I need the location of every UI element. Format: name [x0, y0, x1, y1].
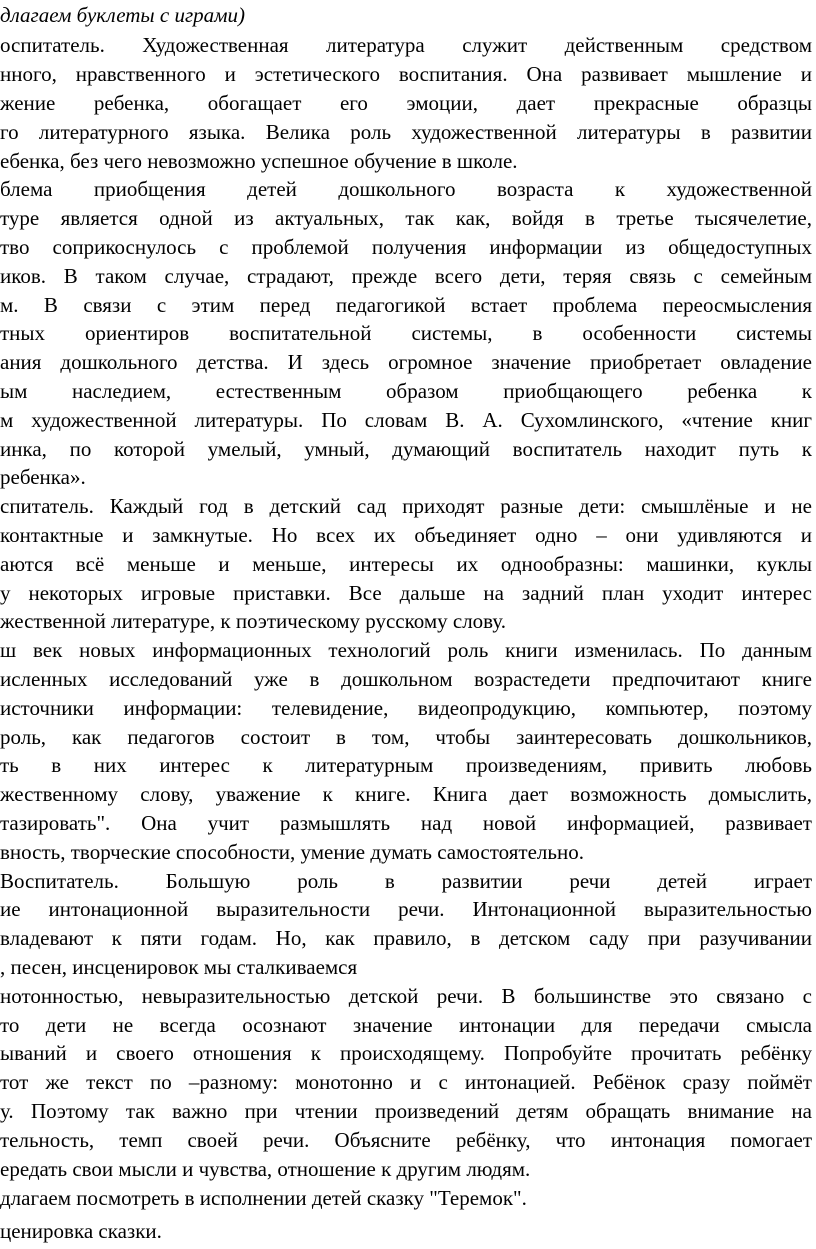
text-line: жественной литературе, к поэтическому русскому слову. — [0, 609, 507, 633]
text-line: исленных исследований уже в дошкольном возрастедети предпочитают книге — [0, 667, 812, 691]
text-line: длагаем посмотреть в исполнении детей сказку "Теремок". — [0, 1186, 527, 1210]
text-line: вность, творческие способности, умение думать самостоятельно. — [0, 840, 584, 864]
text-line: инка, по которой умелый, умный, думающий воспитатель находит путь к — [0, 437, 812, 461]
text-line: ываний и своего отношения к происходящему. Попробуйте прочитать ребёнку — [0, 1041, 812, 1065]
text-line: м художественной литературы. По словам В. А. Сухомлинского, «чтение книг — [0, 408, 812, 432]
text-line: Воспитатель. Большую роль в развитии речи детей играет — [0, 869, 812, 893]
text-line: ым наследием, естественным образом приобщающего ребенка к — [0, 379, 812, 403]
text-line: ередать свои мысли и чувства, отношение к другим людям. — [0, 1157, 531, 1181]
text-line: тазировать". Она учит размышлять над новой информацией, развивает — [0, 811, 812, 835]
text-line: ания дошкольного детства. И здесь огромное значение приобретает овладение — [0, 350, 812, 374]
text-line: го литературного языка. Велика роль художественной литературы в развитии — [0, 120, 812, 144]
text-line: спитатель. Каждый год в детский сад приходят разные дети: смышлёные и не — [0, 494, 812, 518]
text-line: ш век новых информационных технологий роль книги изменилась. По данным — [0, 638, 812, 662]
text-line: контактные и замкнутые. Но всех их объединяет одно – они удивляются и — [0, 523, 812, 547]
text-line: туре является одной из актуальных, так как, войдя в третье тысячелетие, — [0, 206, 812, 230]
text-line: иков. В таком случае, страдают, прежде всего дети, теряя связь с семейным — [0, 264, 812, 288]
text-line: источники информации: телевидение, видеопродукцию, компьютер, поэтому — [0, 696, 812, 720]
text-line: жественному слову, уважение к книге. Книга дает возможность домыслить, — [0, 782, 812, 806]
text-line-italic-note: длагаем буклеты с играми) — [0, 3, 246, 27]
text-line: тво соприкоснулось с проблемой получения информации из общедоступных — [0, 235, 812, 259]
text-line: ть в них интерес к литературным произведениям, привить любовь — [0, 753, 812, 777]
text-line: аются всё меньше и меньше, интересы их однообразны: машинки, куклы — [0, 552, 812, 576]
text-line: тельность, темп своей речи. Объясните ребёнку, что интонация помогает — [0, 1128, 812, 1152]
text-line: м. В связи с этим перед педагогикой встает проблема переосмысления — [0, 293, 812, 317]
text-line: нотонностью, невыразительностью детской речи. В большинстве это связано с — [0, 984, 812, 1008]
text-line: владевают к пяти годам. Но, как правило, в детском саду при разучивании — [0, 926, 812, 950]
text-line: у некоторых игровые приставки. Все дальше на задний план уходит интерес — [0, 581, 812, 605]
text-line: , песен, инсценировок мы сталкиваемся — [0, 955, 358, 979]
text-line: жение ребенка, обогащает его эмоции, дает прекрасные образцы — [0, 91, 812, 115]
text-line: ребенка». — [0, 465, 86, 489]
text-line: ие интонационной выразительности речи. Интонационной выразительностью — [0, 897, 812, 921]
text-line: у. Поэтому так важно при чтении произведений детям обращать внимание на — [0, 1099, 812, 1123]
text-line: роль, как педагогов состоит в том, чтобы заинтересовать дошкольников, — [0, 725, 812, 749]
text-line: тот же текст по –разному: монотонно и с интонацией. Ребёнок сразу поймёт — [0, 1070, 812, 1094]
text-line: нного, нравственного и эстетического воспитания. Она развивает мышление и — [0, 62, 812, 86]
text-line: то дети не всегда осознают значение интонации для передачи смысла — [0, 1013, 812, 1037]
text-line: ценировка сказки. — [0, 1219, 162, 1243]
text-line: блема приобщения детей дошкольного возраста к художественной — [0, 177, 812, 201]
text-line: ебенка, без чего невозможно успешное обучение в школе. — [0, 149, 518, 173]
text-line: оспитатель. Художественная литература служит действенным средством — [0, 33, 812, 57]
text-line: тных ориентиров воспитательной системы, в особенности системы — [0, 321, 812, 345]
